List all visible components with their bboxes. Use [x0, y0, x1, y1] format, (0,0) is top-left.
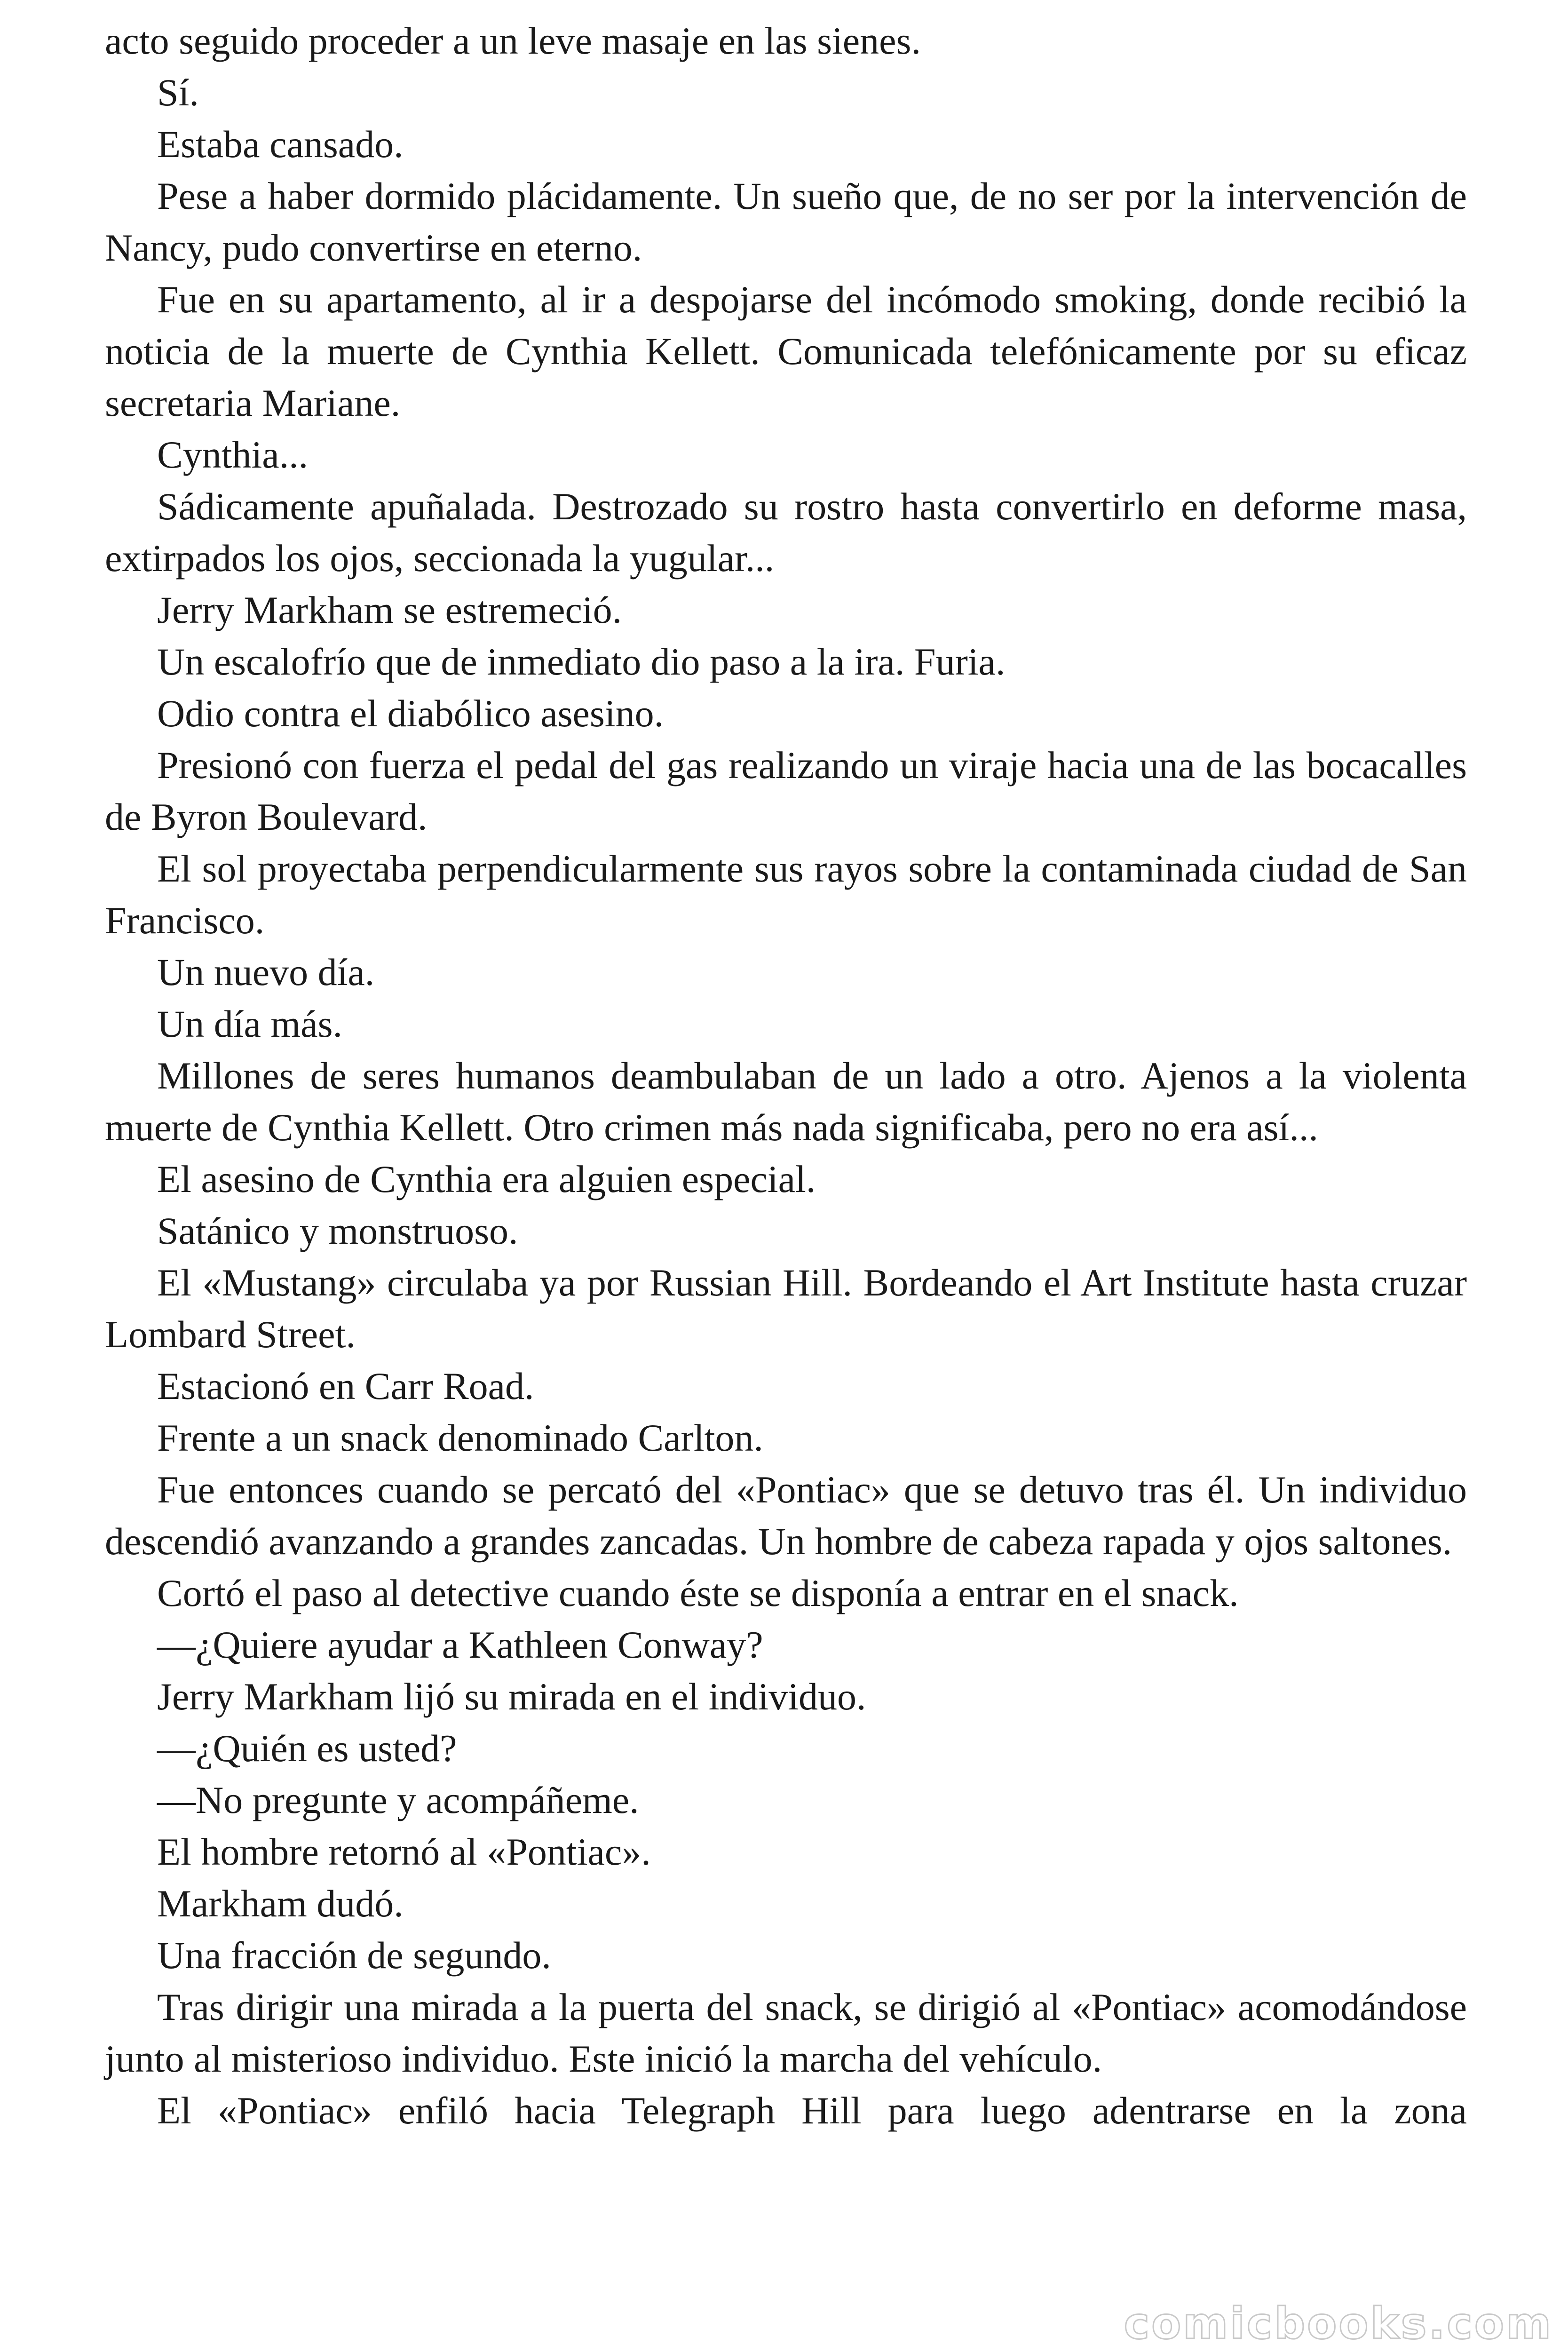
watermark: comicbooks.com — [1124, 2298, 1553, 2349]
paragraph: El hombre retornó al «Pontiac». — [157, 1830, 651, 1873]
paragraph: Estacionó en Carr Road. — [157, 1365, 534, 1407]
paragraph: Un escalofrío que de inmediato dio paso a la ira. Furia. — [157, 640, 1006, 683]
paragraph: Frente a un snack denominado Carlton. — [157, 1416, 763, 1459]
paragraph: Una fracción de segundo. — [157, 1934, 551, 1977]
paragraph: Tras dirigir una mirada a la puerta del snack, se dirigió al «Pontiac» acomodándose junto al misterioso individuo. Este inició la marcha del vehículo. — [105, 1986, 1467, 2080]
paragraph: acto seguido proceder a un leve masaje en las sienes. — [105, 19, 921, 62]
paragraph: Un día más. — [157, 1002, 342, 1045]
paragraph: —¿Quiere ayudar a Kathleen Conway? — [157, 1623, 763, 1666]
paragraph: Sádicamente apuñalada. Destrozado su rostro hasta convertirlo en deforme masa, extirpados los ojos, seccionada la yugular... — [105, 485, 1467, 580]
document-body — [105, 15, 1467, 2137]
paragraph: Cortó el paso al detective cuando éste se disponía a entrar en el snack. — [157, 1572, 1239, 1614]
paragraph: —No pregunte y acompáñeme. — [157, 1779, 639, 1821]
paragraph: El sol proyectaba perpendicularmente sus rayos sobre la contaminada ciudad de San Francisco. — [105, 847, 1467, 942]
paragraph: El asesino de Cynthia era alguien especial. — [157, 1158, 816, 1200]
paragraph: Cynthia... — [157, 433, 309, 476]
paragraph: Jerry Markham se estremeció. — [157, 588, 622, 631]
paragraph: El «Pontiac» enfiló hacia Telegraph Hill para luego adentrarse en la zona — [157, 2089, 1467, 2132]
paragraph: Presionó con fuerza el pedal del gas realizando un viraje hacia una de las bocacalles de Byron Boulevard. — [105, 744, 1467, 838]
paragraph: Jerry Markham lijó su mirada en el individuo. — [157, 1675, 866, 1718]
paragraph: Un nuevo día. — [157, 951, 375, 993]
paragraph: Odio contra el diabólico asesino. — [157, 692, 664, 735]
paragraph: Satánico y monstruoso. — [157, 1209, 518, 1252]
paragraph: Sí. — [157, 71, 199, 114]
paragraph: Fue entonces cuando se percató del «Pontiac» que se detuvo tras él. Un individuo descendió avanzando a grandes zancadas. Un hombre de cabeza rapada y ojos saltones. — [105, 1468, 1467, 1563]
paragraph: —¿Quién es usted? — [157, 1727, 457, 1770]
paragraph: El «Mustang» circulaba ya por Russian Hill. Bordeando el Art Institute hasta cruzar Lombard Street. — [105, 1261, 1467, 1356]
paragraph: Pese a haber dormido plácidamente. Un sueño que, de no ser por la intervención de Nancy, pudo convertirse en eterno. — [105, 175, 1467, 269]
paragraph: Millones de seres humanos deambulaban de un lado a otro. Ajenos a la violenta muerte de Cynthia Kellett. Otro crimen más nada significaba, pero no era así... — [105, 1054, 1467, 1149]
paragraph: Estaba cansado. — [157, 123, 404, 166]
paragraph: Markham dudó. — [157, 1882, 404, 1925]
paragraph: Fue en su apartamento, al ir a despojarse del incómodo smoking, donde recibió la noticia de la muerte de Cynthia Kellett. Comunicada telefónicamente por su eficaz secretaria Mariane. — [105, 278, 1467, 424]
